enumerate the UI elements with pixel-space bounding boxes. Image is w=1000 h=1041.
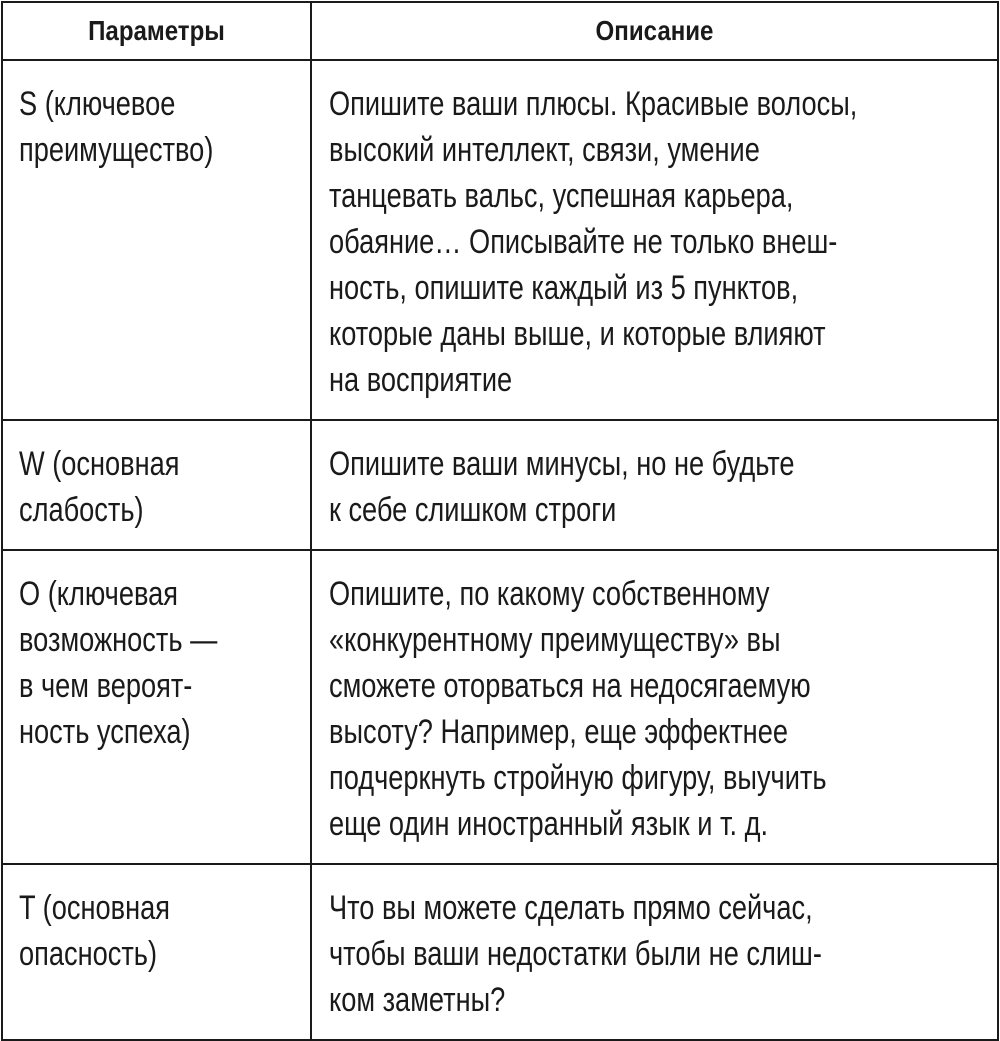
table-row-o bbox=[2, 550, 998, 864]
description-line: сможете оторваться на недосягаемую bbox=[329, 667, 811, 705]
param-cell bbox=[2, 864, 311, 1040]
description-cell bbox=[311, 550, 998, 864]
description-line: еще один иностранный язык и т. д. bbox=[329, 805, 768, 843]
description-cell bbox=[311, 864, 998, 1040]
swot-table bbox=[1, 1, 999, 1041]
header-row bbox=[2, 2, 998, 60]
param-cell bbox=[2, 420, 311, 550]
description-line: к себе слишком строги bbox=[329, 491, 617, 529]
description-line: на восприятие bbox=[329, 361, 513, 399]
description-line: ком заметны? bbox=[329, 981, 506, 1019]
param-line: O (ключевая bbox=[19, 575, 178, 613]
param-line: T (основная bbox=[19, 889, 170, 927]
table-row-w bbox=[2, 420, 998, 550]
description-line: обаяние… Описывайте не только внеш- bbox=[329, 223, 838, 261]
description-line: «конкурентному преимуществу» вы bbox=[329, 621, 781, 659]
table-row-t bbox=[2, 864, 998, 1040]
param-line: преимущество) bbox=[19, 131, 214, 169]
param-line: опасность) bbox=[19, 935, 158, 973]
description-line: Опишите, по какому собственному bbox=[329, 575, 770, 613]
param-line: W (основная bbox=[19, 445, 180, 483]
description-line: Что вы можете сделать прямо сейчас, bbox=[329, 889, 813, 927]
description-cell bbox=[311, 60, 998, 420]
param-cell bbox=[2, 60, 311, 420]
description-line: чтобы ваши недостатки были не слиш- bbox=[329, 935, 822, 973]
param-line: возможность — bbox=[19, 621, 218, 659]
param-line: ность успеха) bbox=[19, 713, 191, 751]
description-line: танцевать вальс, успешная карьера, bbox=[329, 177, 794, 215]
description-line: Опишите ваши плюсы. Красивые волосы, bbox=[329, 85, 858, 123]
description-line: ность, опишите каждый из 5 пунктов, bbox=[329, 269, 799, 307]
param-line: слабость) bbox=[19, 491, 144, 529]
description-line: которые даны выше, и которые влияют bbox=[329, 315, 826, 353]
param-line: в чем вероят- bbox=[19, 667, 193, 705]
description-line: высокий интеллект, связи, умение bbox=[329, 131, 760, 169]
description-line: подчеркнуть стройную фигуру, выучить bbox=[329, 759, 827, 797]
header-parameters: Параметры bbox=[24, 2, 290, 60]
header-description: Описание bbox=[359, 2, 950, 60]
description-line: высоту? Например, еще эффектнее bbox=[329, 713, 788, 751]
description-cell bbox=[311, 420, 998, 550]
param-cell bbox=[2, 550, 311, 864]
description-line: Опишите ваши минусы, но не будьте bbox=[329, 445, 795, 483]
table-row-s bbox=[2, 60, 998, 420]
param-line: S (ключевое bbox=[19, 85, 176, 123]
